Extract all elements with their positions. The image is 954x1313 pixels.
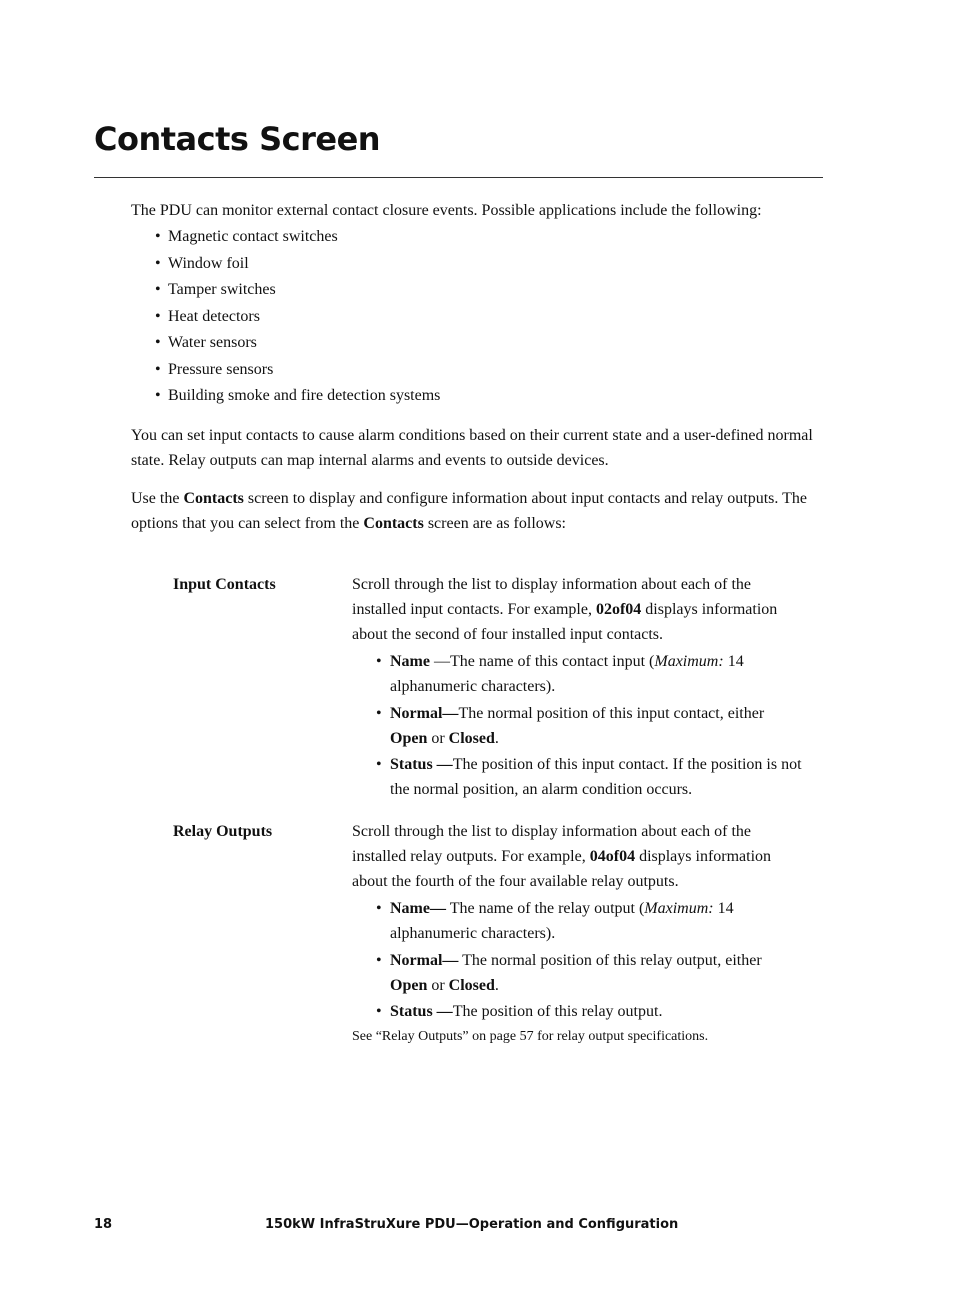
relay-outputs-summary: Scroll through the list to display information about each of the installed relay outputs. For example, 04of04 displays information about the fourth of the four available relay outputs. bbox=[352, 823, 772, 890]
list-item: • Status —The position of this input contact. If the position is not the normal position, an alarm condition occurs. bbox=[376, 752, 802, 802]
relay-outputs-fields bbox=[352, 896, 802, 1024]
relay-outputs-description bbox=[352, 819, 802, 1046]
alarm-paragraph: You can set input contacts to cause alarm conditions based on their current state and a user-defined normal state. Relay outputs can map internal alarms and events to outside devices. bbox=[131, 427, 813, 469]
list-item: • Window foil bbox=[155, 251, 831, 278]
page-number: 18 bbox=[94, 1217, 113, 1232]
input-contacts-description bbox=[352, 572, 802, 804]
contacts-term: Contacts bbox=[183, 490, 244, 507]
relay-outputs-label: Relay Outputs bbox=[173, 823, 273, 840]
page-title: Contacts Screen bbox=[94, 120, 381, 158]
list-item: • Heat detectors bbox=[155, 304, 831, 331]
list-item: • Tamper switches bbox=[155, 277, 831, 304]
footer-doc-title: 150kW InfraStruXure PDU—Operation and Configuration bbox=[265, 1217, 679, 1232]
list-item: • Normal— The normal position of this relay output, either Open or Closed. bbox=[376, 948, 802, 998]
cross-reference-note: See “Relay Outputs” on page 57 for relay output specifications. bbox=[352, 1029, 709, 1044]
list-item: • Building smoke and fire detection systems bbox=[155, 383, 831, 410]
title-divider bbox=[94, 177, 823, 178]
list-item: • Magnetic contact switches bbox=[155, 224, 831, 251]
list-item: • Status —The position of this relay output. bbox=[376, 999, 802, 1024]
list-item: • Name —The name of this contact input (Maximum: 14 alphanumeric characters). bbox=[376, 649, 802, 699]
example-code: 04of04 bbox=[589, 848, 636, 865]
list-item: • Water sensors bbox=[155, 330, 831, 357]
input-contacts-label: Input Contacts bbox=[173, 576, 276, 593]
intro-text: The PDU can monitor external contact closure events. Possible applications include the following: bbox=[131, 202, 762, 219]
list-item: • Normal—The normal position of this input contact, either Open or Closed. bbox=[376, 701, 802, 751]
example-code: 02of04 bbox=[595, 601, 642, 618]
input-contacts-fields bbox=[352, 649, 802, 802]
contacts-term: Contacts bbox=[363, 515, 424, 532]
intro-section bbox=[131, 198, 831, 410]
list-item: • Pressure sensors bbox=[155, 357, 831, 384]
input-contacts-summary: Scroll through the list to display information about each of the installed input contacts. For example, 02of04 displays information about the second of four installed input contacts. bbox=[352, 576, 778, 643]
use-paragraph: Use the Contacts screen to display and configure information about input contacts and relay outputs. The options that you can select from the Contacts screen are as follows: bbox=[131, 490, 807, 532]
applications-list bbox=[131, 224, 831, 410]
list-item: • Name— The name of the relay output (Maximum: 14 alphanumeric characters). bbox=[376, 896, 802, 946]
